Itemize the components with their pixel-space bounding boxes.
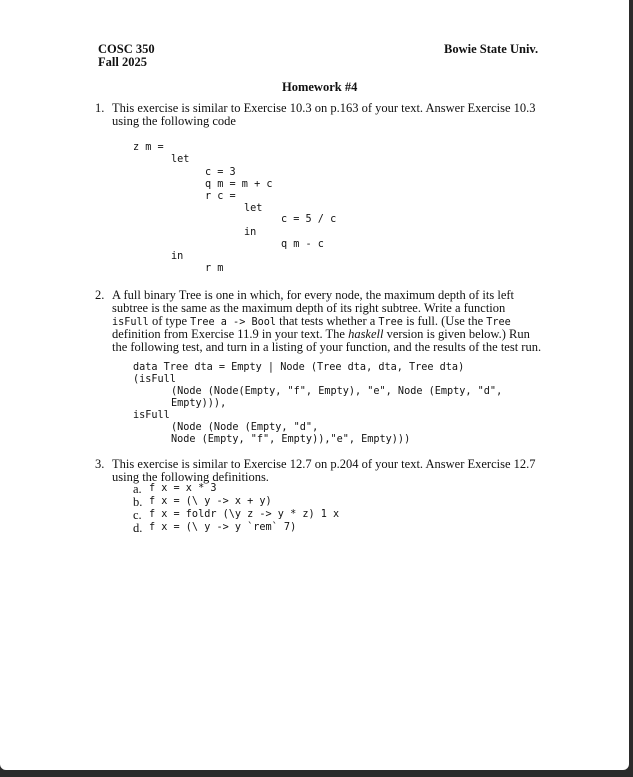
q3-number: 3. <box>95 457 105 471</box>
q3-item-label: c. <box>133 508 142 522</box>
q1-number: 1. <box>95 101 105 115</box>
q2-line-5: the following test, and turn in a listing of your function, and the results of the test run. <box>112 340 542 354</box>
q3-item-label: b. <box>133 495 143 509</box>
q1-code-line: q m = m + c <box>205 179 273 190</box>
q3-item-code: f x = foldr (\y z -> y * z) 1 x <box>149 509 340 520</box>
inline-code: isFull <box>112 317 149 328</box>
q1-code-line: let <box>244 203 263 214</box>
q3-item-code: f x = (\ y -> y `rem` 7) <box>149 522 297 533</box>
q2-code-line: (Node (Node(Empty, "f", Empty), "e", Node (Empty, "d", <box>171 386 503 397</box>
q2-line-1: A full binary Tree is one in which, for every node, the maximum depth of its left <box>112 288 515 302</box>
q2-line-2: subtree is the same as the maximum depth of its right subtree. Write a function <box>112 301 506 315</box>
inline-code: Tree <box>486 317 511 328</box>
q2-code-line: isFull <box>133 410 170 421</box>
q3-item-label: d. <box>133 521 143 535</box>
q3-item-code: f x = x * 3 <box>149 483 217 494</box>
q1-code-line: in <box>244 227 257 238</box>
q2-italic-text: haskell <box>348 327 384 341</box>
q1-code-line: q m - c <box>281 239 324 250</box>
q2-code-line: (Node (Node (Empty, "d", <box>171 422 319 433</box>
course-code: COSC 350 <box>98 42 155 56</box>
q1-code-line: r m <box>205 263 224 274</box>
q2-code-line: (isFull <box>133 374 176 385</box>
q3-line-1: This exercise is similar to Exercise 12.7 on p.204 of your text. Answer Exercise 12.7 <box>112 457 536 471</box>
q2-line-4 <box>112 327 530 341</box>
q3-item-code: f x = (\ y -> x + y) <box>149 496 272 507</box>
q2-text: that tests whether a <box>276 314 379 328</box>
q1-code-line: z m = <box>133 142 164 153</box>
q2-text: of type <box>148 314 191 328</box>
q2-text: version is given below.) Run <box>383 327 530 341</box>
q1-code-line: let <box>171 154 190 165</box>
q2-text: definition from Exercise 11.9 in your text. The <box>112 327 349 341</box>
q1-line-2: using the following code <box>112 114 236 128</box>
q2-code-line: data Tree dta = Empty | Node (Tree dta, dta, Tree dta) <box>133 362 465 373</box>
inline-code: Tree a -> Bool <box>190 317 276 328</box>
q3-line-2: using the following definitions. <box>112 470 269 484</box>
q1-code-line: r c = <box>205 191 236 202</box>
q3-item-label: a. <box>133 482 142 496</box>
university-name: Bowie State Univ. <box>444 42 539 56</box>
page-title: Homework #4 <box>282 80 358 94</box>
q2-code-line: Empty))), <box>171 398 227 409</box>
q1-code-line: c = 3 <box>205 167 236 178</box>
q2-code-line: Node (Empty, "f", Empty)),"e", Empty))) <box>171 434 411 445</box>
q1-line-1: This exercise is similar to Exercise 10.3 on p.163 of your text. Answer Exercise 10.3 <box>112 101 536 115</box>
q2-text: is full. (Use the <box>402 314 487 328</box>
q1-code-line: in <box>171 251 184 262</box>
q1-code-line: c = 5 / c <box>281 214 337 225</box>
term: Fall 2025 <box>98 55 147 69</box>
q2-number: 2. <box>95 288 105 302</box>
inline-code: Tree <box>378 317 403 328</box>
